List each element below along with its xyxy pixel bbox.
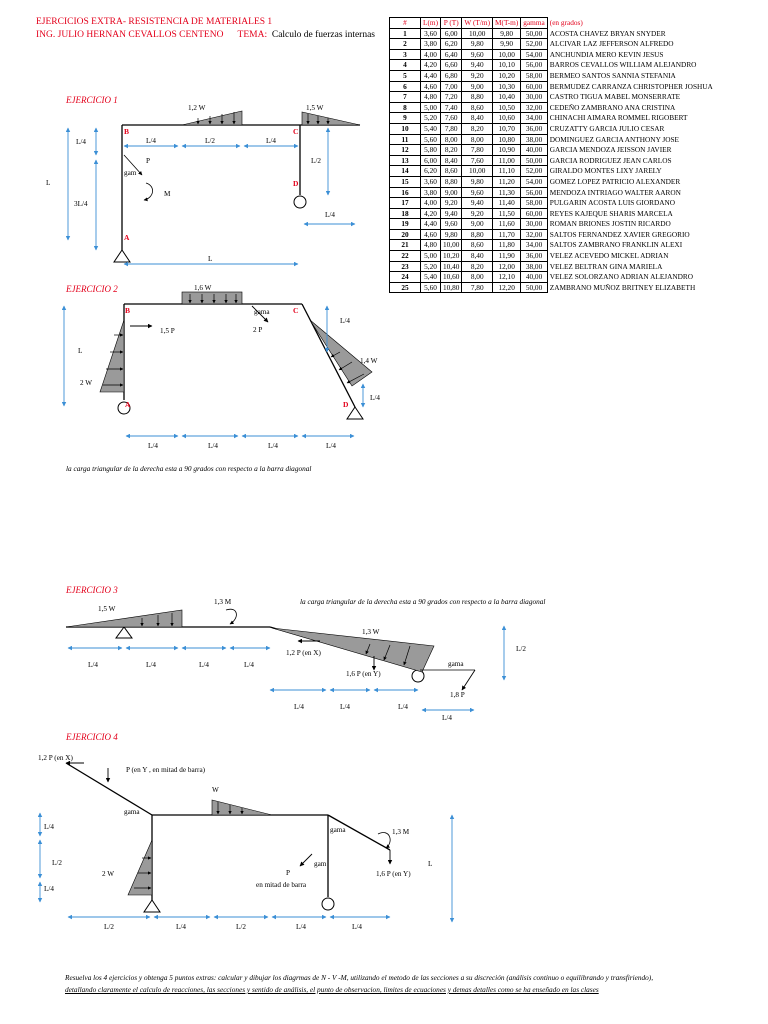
load-cell: 9,80 [462,39,493,50]
load-cell: 8,80 [462,229,493,240]
ex3-dim-span-2: L/4 [146,661,156,669]
ex4-moment-icon [378,833,390,848]
gamma-cell: 52,00 [521,39,547,50]
row-number: 15 [390,176,421,187]
moment-cell: 10,50 [493,102,521,113]
ex4-vertical-force-label: P (en Y , en mitad de barra) [126,766,206,774]
load-cell: 9,60 [462,49,493,60]
ex2-horizontal-force-label: 1,5 P [160,327,175,335]
gamma-cell: 58,00 [521,198,547,209]
force-cell: 6,20 [441,39,462,50]
ex3-inclined-force-label: 1,8 P [450,691,465,699]
load-cell: 8,80 [462,92,493,103]
gamma-cell: 40,00 [521,272,547,283]
ex4-dim-bottom-5: L/4 [352,923,362,931]
student-name-cell: GIRALDO MONTES LIXY JARELY [549,166,662,176]
force-cell: 8,80 [441,176,462,187]
ex1-pin-support-icon [114,250,130,262]
length-cell: 4,80 [421,240,441,251]
load-cell: 9,40 [462,198,493,209]
length-cell: 5,20 [421,261,441,272]
gamma-cell: 36,00 [521,251,547,262]
ex2-gamma-label: gama [254,308,270,316]
force-cell: 6,00 [441,28,462,39]
load-cell: 9,20 [462,208,493,219]
ex3-moment-icon [226,609,236,624]
student-name-cell: GARCIA MENDOZA JEISSON JAVIER [549,145,672,155]
topic-label: TEMA: [237,30,268,40]
moment-cell: 10,20 [493,70,521,81]
ex4-dim-bottom-1: L/2 [104,923,114,931]
length-cell: 3,80 [421,39,441,50]
gamma-cell: 50,00 [521,28,547,39]
force-cell: 6,80 [441,70,462,81]
ex1-dim-offset: L/4 [325,211,335,219]
force-cell: 10,40 [441,261,462,272]
student-name-cell: CASTRO TIGUA MABEL MONSERRATE [549,92,681,102]
length-cell: 3,80 [421,187,441,198]
row-number: 18 [390,208,421,219]
ex4-column-load-label: 2 W [102,870,115,878]
col-header-number: # [390,18,421,29]
student-name-cell: DOMINGUEZ GARCIA ANTHONY JOSE [549,134,680,144]
ex4-mid-text: en mitad de barra [256,881,307,889]
ex1-load-left-label: 1,2 W [188,104,206,112]
gamma-cell: 34,00 [521,240,547,251]
moment-cell: 9,80 [493,28,521,39]
load-cell: 9,40 [462,60,493,71]
moment-cell: 10,60 [493,113,521,124]
ex1-dim-span-1: L/4 [146,137,156,145]
exercise-4-title: EJERCICIO 4 [66,732,118,742]
load-cell: 8,20 [462,123,493,134]
moment-cell: 11,20 [493,176,521,187]
force-cell: 8,20 [441,145,462,156]
ex4-moment-label: 1,3 M [392,828,410,836]
force-cell: 9,60 [441,219,462,230]
exercise-3-note: la carga triangular de la derecha esta a 90 grados con respecto a la barra diagonal [300,597,546,606]
ex1-moment-label: M [164,190,171,198]
row-number: 17 [390,198,421,209]
ex2-dim-right: L/4 [340,317,350,325]
load-cell: 9,20 [462,70,493,81]
force-cell: 9,80 [441,229,462,240]
moment-cell: 11,50 [493,208,521,219]
load-cell: 8,60 [462,102,493,113]
force-cell: 9,00 [441,187,462,198]
ex1-gamma-label: gam [124,169,137,177]
row-number: 3 [390,49,421,60]
ex1-node-c: C [293,127,299,136]
ex1-dim-right-col: L/2 [311,157,321,165]
load-cell: 8,20 [462,261,493,272]
ex4-dim-bottom-3: L/2 [236,923,246,931]
length-cell: 4,40 [421,70,441,81]
length-cell: 4,80 [421,92,441,103]
gamma-cell: 32,00 [521,229,547,240]
teacher-name: ING. JULIO HERNAN CEVALLOS CENTENO [36,30,224,40]
ex1-moment-icon [144,183,153,200]
ex1-dim-top: L/4 [76,138,86,146]
ex1-node-a: A [124,233,130,242]
instructions-line-2: detallando claramente el calculo de reacciones, las secciones y sentido de análisis, el punto de observacion, limites de ecuaciones y demas detalles como se ha enseñado en las clases [65,985,599,994]
gamma-cell: 58,00 [521,70,547,81]
ex2-node-d: D [343,400,349,409]
load-cell: 9,60 [462,187,493,198]
row-number: 23 [390,261,421,272]
student-name-cell: SALTOS ZAMBRANO FRANKLIN ALEXI [549,240,683,250]
ex4-beam-load-label: W [212,786,219,794]
ex3-dim-low-2: L/4 [340,703,350,711]
ex4-end-force-label: 1,6 P (en Y) [376,870,411,878]
ex1-dim-span-3: L/4 [266,137,276,145]
ex3-dim-low-1: L/4 [294,703,304,711]
force-cell: 10,60 [441,272,462,283]
ex2-dim-span-3: L/4 [268,442,278,450]
ex3-gamma-label: gama [448,660,464,668]
load-cell: 8,40 [462,251,493,262]
ex1-load-right-label: 1,5 W [306,104,324,112]
gamma-cell: 56,00 [521,187,547,198]
ex1-node-d: D [293,179,299,188]
ex4-inclined-force-arrow [300,854,312,866]
col-header-distributed-load: W (T/m) [462,18,493,29]
student-name-cell: SALTOS FERNANDEZ XAVIER GREGORIO [549,229,690,239]
student-name-cell: GOMEZ LOPEZ PATRICIO ALEXANDER [549,176,681,186]
ex4-dim-left-1: L/4 [44,823,54,831]
student-name-cell: BARROS CEVALLOS WILLIAM ALEJANDRO [549,60,697,70]
load-cell: 9,00 [462,219,493,230]
ex3-dim-height: L/2 [516,645,526,653]
ex1-cantilever-load [302,112,360,125]
student-name-cell: ROMAN BRIONES JOSTIN RICARDO [549,219,671,229]
ex2-dim-height: L [78,347,83,355]
force-cell: 8,60 [441,166,462,177]
load-cell: 7,60 [462,155,493,166]
ex3-dim-span-3: L/4 [199,661,209,669]
load-cell: 9,80 [462,176,493,187]
moment-cell: 10,40 [493,92,521,103]
col-header-force: P (T) [441,18,462,29]
length-cell: 4,00 [421,198,441,209]
force-cell: 6,40 [441,49,462,60]
row-number: 6 [390,81,421,92]
student-name-cell: VELEZ ACEVEDO MICKEL ADRIAN [549,251,669,261]
instructions-line-1: Resuelva los 4 ejercicios y obtenga 5 puntos extras: calcular y dibujar los diagrmas de N - V -M, utilizando el metodo de las secciones a su discreción (análisis continuo o equilibrando y transfiriendo), [65,973,654,982]
exercise-3-diagram [66,598,526,722]
ex2-node-a: A [125,400,131,409]
load-cell: 9,00 [462,81,493,92]
length-cell: 5,60 [421,282,441,293]
ex1-dim-span-2: L/2 [205,137,215,145]
col-header-gamma: gamma [521,18,547,29]
load-cell: 8,60 [462,240,493,251]
moment-cell: 12,20 [493,282,521,293]
row-number: 1 [390,28,421,39]
ex1-node-b: B [124,127,130,136]
row-number: 12 [390,145,421,156]
ex1-dim-bottom: L [208,255,213,263]
length-cell: 3,60 [421,176,441,187]
ex4-gamma-left-label: gama [124,808,140,816]
gamma-cell: 50,00 [521,155,547,166]
ex4-dim-bottom-4: L/4 [296,923,306,931]
moment-cell: 11,80 [493,240,521,251]
ex3-moment-label: 1,3 M [214,598,232,606]
ex2-node-b: B [125,306,131,315]
row-number: 9 [390,113,421,124]
student-name-cell: CEDEÑO ZAMBRANO ANA CRISTINA [549,102,676,112]
moment-cell: 11,60 [493,219,521,230]
student-name-cell: ANCHUNDIA MERO KEVIN JESUS [549,49,664,59]
student-name-cell: ZAMBRANO MUÑOZ BRITNEY ELIZABETH [549,282,696,292]
row-number: 25 [390,282,421,293]
force-cell: 10,20 [441,251,462,262]
row-number: 4 [390,60,421,71]
student-name-cell: ACOSTA CHAVEZ BRYAN SNYDER [549,28,666,38]
force-cell: 9,40 [441,208,462,219]
gamma-cell: 38,00 [521,261,547,272]
col-header-moment: M(T-m) [493,18,521,29]
moment-cell: 10,00 [493,49,521,60]
ex2-dim-span-2: L/4 [208,442,218,450]
student-name-cell: MENDOZA INTRIAGO WALTER AARON [549,187,681,197]
ex2-dim-diag: L/4 [370,394,380,402]
ex3-vertical-force-label: 1,6 P (en Y) [346,670,381,678]
student-name-cell: VELEZ BELTRAN GINA MARIELA [549,261,663,271]
student-name-cell: GARCIA RODRIGUEZ JEAN CARLOS [549,155,672,165]
ex2-node-c: C [293,306,299,315]
length-cell: 4,60 [421,81,441,92]
row-number: 20 [390,229,421,240]
ex4-dim-left-2: L/2 [52,859,62,867]
force-cell: 8,40 [441,155,462,166]
exercise-2-title: EJERCICIO 2 [66,284,118,294]
row-number: 21 [390,240,421,251]
row-number: 16 [390,187,421,198]
ex4-pin-support-icon [144,900,160,912]
topic-text: Calculo de fuerzas internas [271,30,375,40]
moment-cell: 11,90 [493,251,521,262]
ex4-dim-left-3: L/4 [44,885,54,893]
moment-cell: 12,10 [493,272,521,283]
row-number: 19 [390,219,421,230]
row-number: 8 [390,102,421,113]
col-header-length: L(m) [421,18,441,29]
length-cell: 5,00 [421,102,441,113]
ex3-dim-last: L/4 [442,714,452,722]
length-cell: 5,60 [421,134,441,145]
length-cell: 5,80 [421,145,441,156]
exercise-1-diagram [46,104,360,264]
force-cell: 7,20 [441,92,462,103]
student-name-cell: CHINACHI AIMARA ROMMEL RIGOBERT [549,113,688,123]
student-name-cell: BERMEO SANTOS SANNIA STEFANIA [549,70,676,80]
ex3-left-triangular-load [66,610,182,627]
moment-cell: 9,90 [493,39,521,50]
force-cell: 8,00 [441,134,462,145]
length-cell: 6,00 [421,155,441,166]
ex3-horizontal-force-label: 1,2 P (en X) [286,649,321,657]
row-number: 22 [390,251,421,262]
row-number: 7 [390,92,421,103]
length-cell: 6,20 [421,166,441,177]
ex3-dim-low-3: L/4 [398,703,408,711]
ex4-column-triangular-load [128,840,152,895]
load-cell: 7,80 [462,282,493,293]
gamma-cell: 38,00 [521,134,547,145]
student-name-cell: CRUZATTY GARCIA JULIO CESAR [549,123,665,133]
force-cell: 7,60 [441,113,462,124]
row-number: 5 [390,70,421,81]
force-cell: 7,80 [441,123,462,134]
length-cell: 4,60 [421,229,441,240]
moment-cell: 10,30 [493,81,521,92]
gamma-cell: 60,00 [521,208,547,219]
gamma-cell: 34,00 [521,113,547,124]
load-cell: 8,00 [462,272,493,283]
force-cell: 9,20 [441,198,462,209]
load-cell: 8,40 [462,113,493,124]
ex3-pin-support-icon [116,627,132,638]
ex2-diagonal-triangular-load [310,320,372,386]
moment-cell: 10,90 [493,145,521,156]
ex2-dim-span-1: L/4 [148,442,158,450]
length-cell: 3,60 [421,28,441,39]
ex2-dim-span-4: L/4 [326,442,336,450]
ex3-left-load-label: 1,5 W [98,605,116,613]
ex2-top-load-label: 1,6 W [194,284,212,292]
student-name-cell: REYES KAJEQUE SHARIS MARCELA [549,208,673,218]
force-cell: 6,60 [441,60,462,71]
gamma-cell: 40,00 [521,145,547,156]
ex2-uniform-load [182,292,242,304]
gamma-cell: 54,00 [521,176,547,187]
student-name-cell: VELEZ SOLORZANO ADRIAN ALEJANDRO [549,272,694,282]
gamma-cell: 30,00 [521,92,547,103]
gamma-cell: 50,00 [521,282,547,293]
force-cell: 10,00 [441,240,462,251]
exercise-2-note: la carga triangular de la derecha esta a 90 grados con respecto a la barra diagonal [66,464,312,473]
exercise-2-diagram [64,284,380,450]
ex4-inclined-force-label: P [286,869,290,877]
exercise-1-title: EJERCICIO 1 [66,95,118,105]
ex3-inclined-force-arrow [462,670,475,690]
gamma-cell: 54,00 [521,49,547,60]
gamma-cell: 52,00 [521,166,547,177]
moment-cell: 11,40 [493,198,521,209]
ex2-pin-support-icon [347,407,363,419]
row-number: 24 [390,272,421,283]
force-cell: 7,40 [441,102,462,113]
row-number: 11 [390,134,421,145]
ex1-dim-lower: 3L/4 [74,200,88,208]
ex2-column-load-label: 2 W [80,379,93,387]
ex3-dim-span-4: L/4 [244,661,254,669]
ex2-column-triangular-load [100,320,124,392]
moment-cell: 11,70 [493,229,521,240]
row-number: 13 [390,155,421,166]
row-number: 2 [390,39,421,50]
ex4-dim-height: L [428,860,433,868]
moment-cell: 11,30 [493,187,521,198]
row-number: 14 [390,166,421,177]
row-number: 10 [390,123,421,134]
col-header-units: (en grados) [549,18,583,27]
ex1-triangular-load [182,111,242,125]
ex2-inclined-force-label: 2 P [253,326,263,334]
ex1-point-load-label: P [146,157,150,165]
ex2-diagonal-load-label: 1,4 W [360,357,378,365]
moment-cell: 10,80 [493,134,521,145]
exercise-4-diagram [38,754,452,931]
moment-cell: 11,10 [493,166,521,177]
ex1-dim-total-height: L [46,179,51,187]
length-cell: 4,40 [421,219,441,230]
force-cell: 10,80 [441,282,462,293]
ex3-inclined-load-label: 1,3 W [362,628,380,636]
gamma-cell: 32,00 [521,102,547,113]
ex1-roller-support-icon [294,196,306,208]
student-name-cell: ALCIVAR LAZ JEFFERSON ALFREDO [549,39,674,49]
length-cell: 5,40 [421,272,441,283]
gamma-cell: 36,00 [521,123,547,134]
ex4-gamma-mid-label: gama [330,826,346,834]
gamma-cell: 30,00 [521,219,547,230]
length-cell: 5,40 [421,123,441,134]
ex4-horizontal-force-label: 1,2 P (en X) [38,754,73,762]
document-title: EJERCICIOS EXTRA- RESISTENCIA DE MATERIALES 1 [36,17,273,27]
student-name-cell: BERMUDEZ CARRANZA CHRISTOPHER JOSHUA [549,81,713,91]
student-name-cell: PULGARIN ACOSTA LUIS GIORDANO [549,198,676,208]
ex3-dim-span-1: L/4 [88,661,98,669]
length-cell: 5,00 [421,251,441,262]
load-cell: 10,00 [462,166,493,177]
moment-cell: 11,00 [493,155,521,166]
load-cell: 8,00 [462,134,493,145]
ex4-roller-support-icon [322,898,334,910]
ex4-gamma-label: gam [314,860,327,868]
length-cell: 4,20 [421,208,441,219]
length-cell: 4,20 [421,60,441,71]
length-cell: 5,20 [421,113,441,124]
load-cell: 7,80 [462,145,493,156]
length-cell: 4,00 [421,49,441,60]
moment-cell: 12,00 [493,261,521,272]
gamma-cell: 56,00 [521,60,547,71]
moment-cell: 10,10 [493,60,521,71]
gamma-cell: 60,00 [521,81,547,92]
load-cell: 10,00 [462,28,493,39]
ex4-dim-bottom-2: L/4 [176,923,186,931]
exercise-3-title: EJERCICIO 3 [66,585,118,595]
moment-cell: 10,70 [493,123,521,134]
force-cell: 7,00 [441,81,462,92]
